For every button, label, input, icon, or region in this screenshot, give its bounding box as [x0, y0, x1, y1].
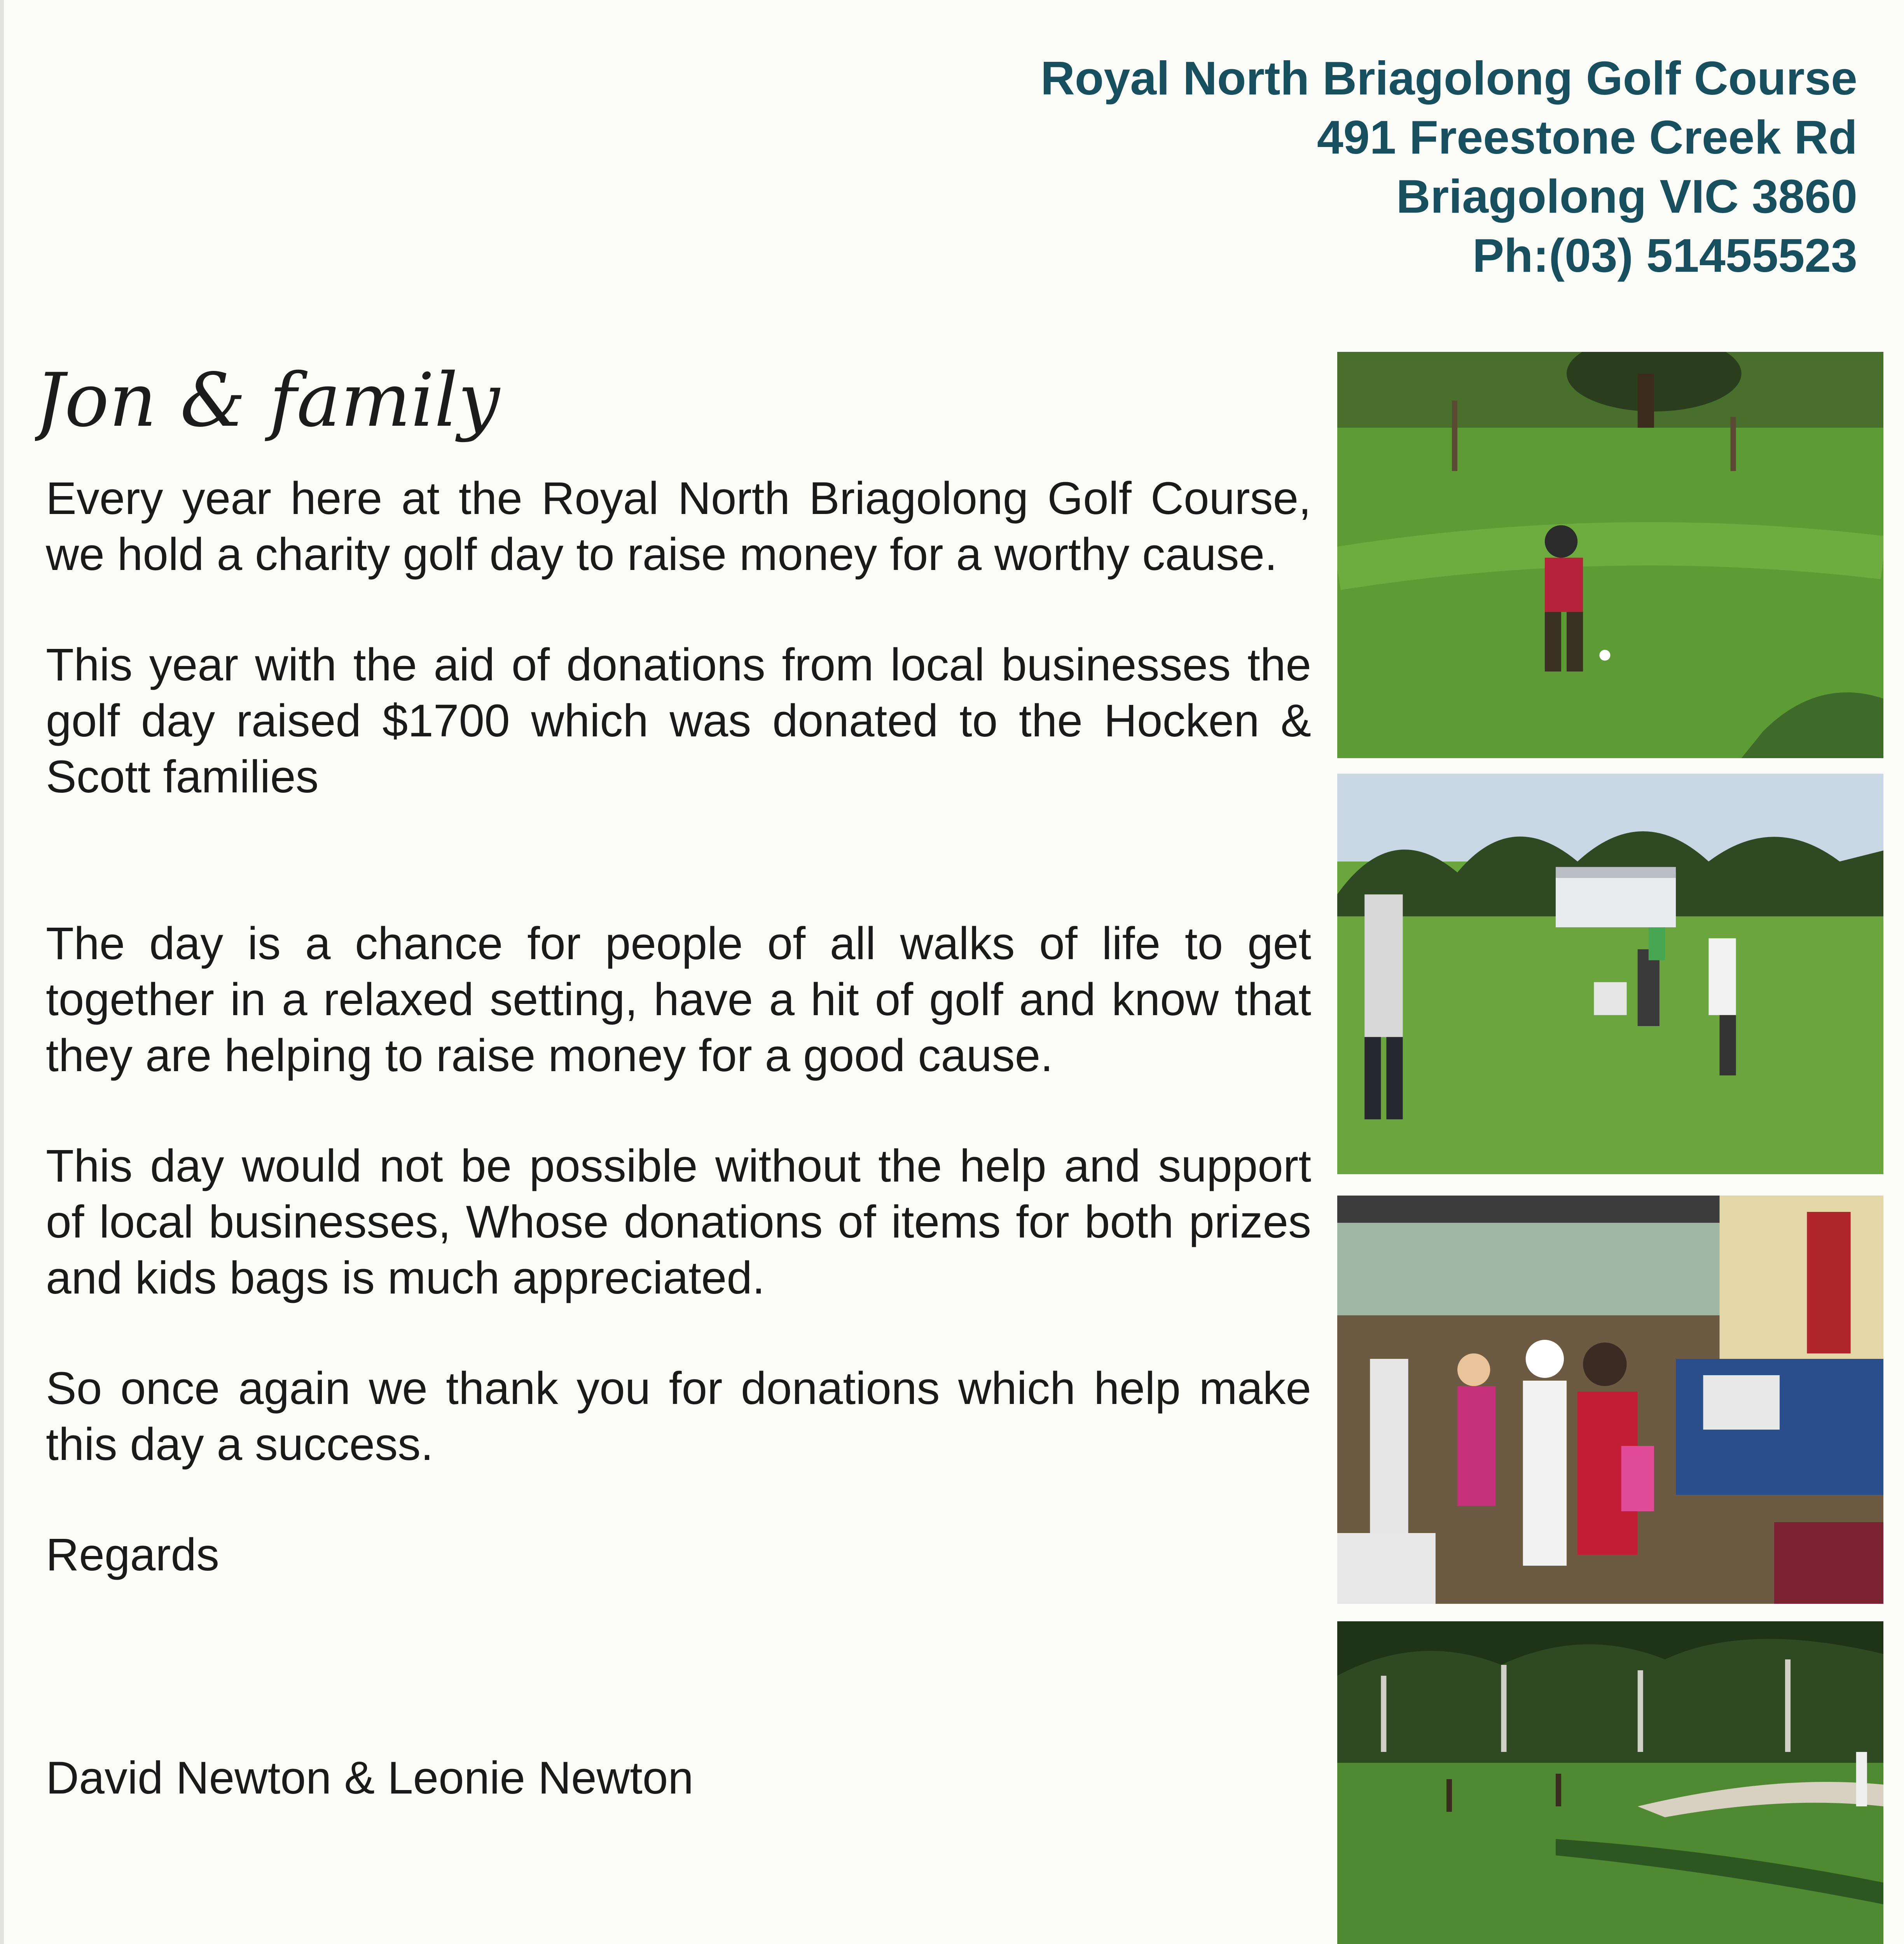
paragraph-donations: This year with the aid of donations from local businesses the golf day raised $1700 which was donated to the Hocken & Scott families	[46, 639, 1311, 802]
scan-edge	[0, 0, 4, 1944]
photo-golfers-shed	[1337, 774, 1883, 1174]
course-name: Royal North Briagolong Golf Course	[1040, 52, 1857, 105]
street-address: 491 Freestone Creek Rd	[1317, 111, 1857, 164]
closing: Regards	[46, 1529, 220, 1580]
paragraph-thanks: So once again we thank you for donations which help make this day a success.	[46, 1363, 1311, 1470]
paragraph-businesses: This day would not be possible without the help and support of local businesses, Whose donations of items for both prizes and kids bags is much appreciated.	[46, 1140, 1311, 1304]
photo-kids-prize-table	[1337, 1196, 1883, 1604]
paragraph-community: The day is a chance for people of all walks of life to get together in a relaxed setting, have a hit of golf and know that they are helping to raise money for a good cause.	[46, 918, 1311, 1081]
phone-number: Ph:(03) 51455523	[1472, 229, 1857, 282]
handwritten-greeting	[35, 342, 579, 482]
paragraph-intro: Every year here at the Royal North Briagolong Golf Course, we hold a charity golf day to raise money for a worthy cause.	[46, 473, 1311, 580]
town-address: Briagolong VIC 3860	[1396, 170, 1857, 223]
photo-child-putting	[1337, 352, 1883, 758]
greeting-text: Jon & family	[35, 357, 500, 443]
signature: David Newton & Leonie Newton	[46, 1752, 694, 1804]
letterhead	[808, 49, 1857, 285]
letter-body	[46, 470, 1311, 1806]
photo-fairway-path	[1337, 1621, 1883, 1944]
